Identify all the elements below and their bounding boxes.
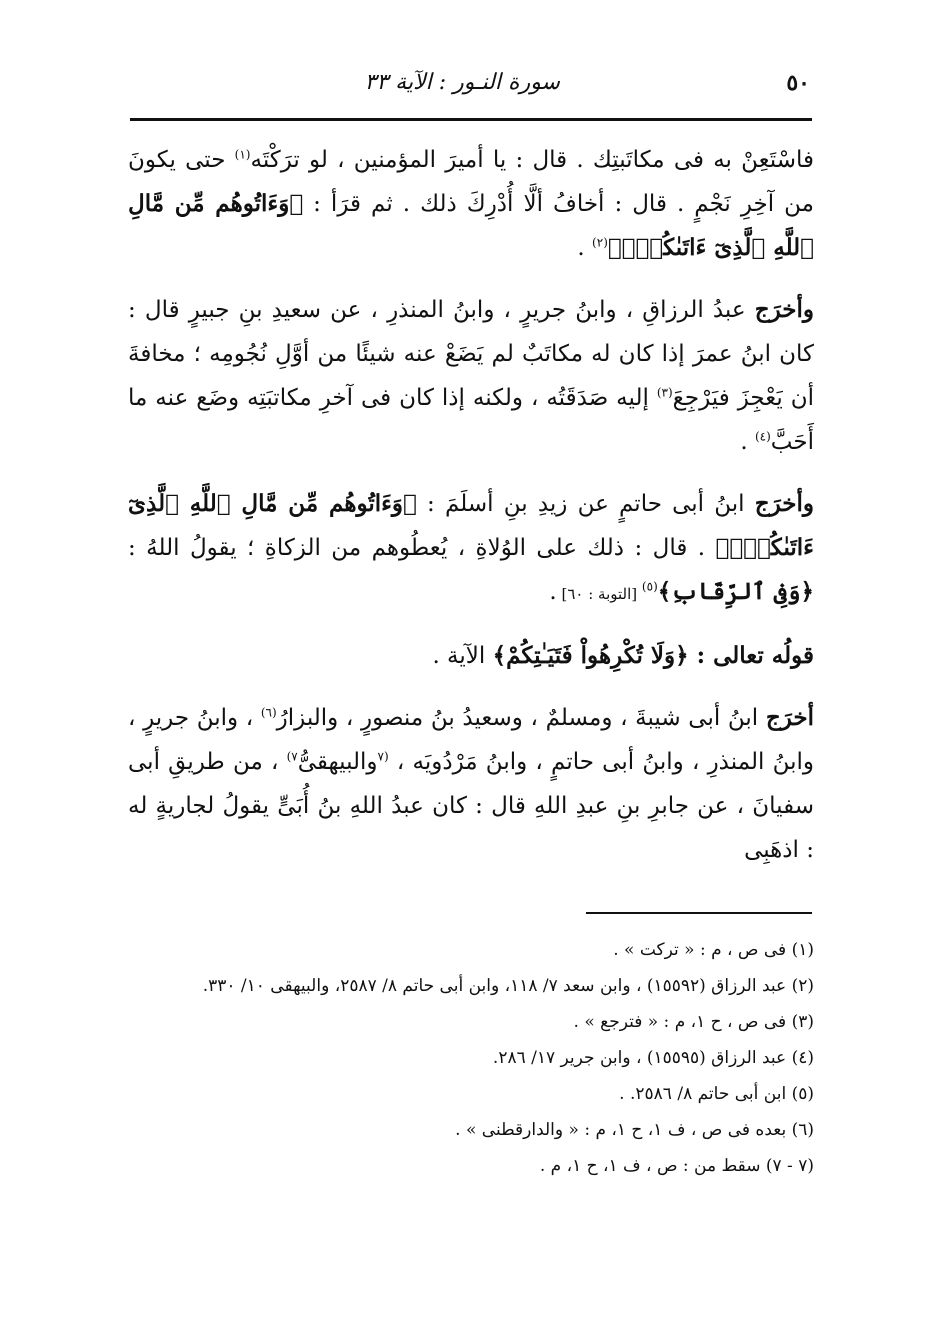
text-span: . <box>577 235 593 261</box>
text-span: ، من طريقِ أبى سفيانَ ، عن جابرِ بنِ عبدِ اللهِ قال : كان عبدُ اللهِ بنُ أُبَىٍّ يقولُ لجاريةٍ له : اذهَبِى <box>128 749 814 863</box>
footnote-marker: (٧ <box>377 749 389 764</box>
text-span: ، وابنُ جريرٍ ، وابنُ المنذرِ ، وابنُ أبى حاتمٍ ، وابنُ مَرْدُويَه ، <box>128 705 814 775</box>
quran-verse: ﴿وَفِى ٱلرِّقَابِ﴾ <box>657 578 814 605</box>
footnote-marker: (١) <box>234 147 251 162</box>
verse-reference: [التوبة : ٦٠] <box>556 585 642 603</box>
paragraph-3 <box>128 482 814 616</box>
running-title: سورة النـور : الآية ٣٣ <box>364 70 560 95</box>
text-span: . <box>549 579 557 605</box>
footnote-marker: (٢) <box>592 235 608 250</box>
text-span: والبيهقىُّ <box>297 749 378 775</box>
paragraph-5 <box>128 696 814 872</box>
footnote-marker: (٣) <box>656 385 673 400</box>
text-span: . <box>740 429 755 455</box>
paragraph-1 <box>128 138 814 270</box>
footnote-marker: ٧) <box>286 749 298 764</box>
text-span: ابنُ أبى شيبةَ ، ومسلمٌ ، وسعيدُ بنُ منصورٍ ، والبزارُ <box>276 705 766 731</box>
text-span: . قال : ذلك على الوُلاةِ ، يُعطُوهم من الزكاةِ ؛ يقولُ اللهُ : <box>128 535 716 561</box>
text-span: إليه صَدَقَتُه ، ولكنه إذا كان فى آخرِ مكاتبَتِه وضَع عنه ما أَحَبَّ <box>128 385 814 455</box>
page-header <box>130 66 810 106</box>
quran-verse: ﴿وَءَاتُوهُم مِّن مَّالِ ٱللَّهِ ٱلَّذِىٓ ءَاتَىٰكُمْۚ﴾ <box>128 190 814 261</box>
paragraph-lead: أخرَج <box>765 704 814 731</box>
main-text <box>128 138 814 890</box>
footnote: (٤) عبد الرزاق (١٥٥٩٥) ، وابن جرير ١٧/ ٢٨٦. <box>492 1048 814 1068</box>
paragraph-lead: وأخرَج <box>754 490 814 517</box>
paragraph-2 <box>128 288 814 464</box>
page-number: ٥٠ <box>786 70 810 96</box>
footnote: (٦) بعده فى ص ، ف ١، ح ١، م : « والدارقطنى » . <box>455 1120 814 1140</box>
footnote: (٣) فى ص ، ح ١، م : « فترجع » . <box>573 1012 814 1032</box>
text-span: ابنُ أبى حاتمٍ عن زيدِ بنِ أسلَمَ : <box>416 491 755 517</box>
section-heading-paragraph <box>128 634 814 678</box>
section-heading: قولُه تعالى : <box>688 642 814 669</box>
footnote: (١) فى ص ، م : « تركت » . <box>613 940 814 960</box>
footnote: (٢) عبد الرزاق (١٥٥٩٢) ، وابن سعد ٧/ ١١٨، وابن أبى حاتم ٨/ ٢٥٨٧، والبيهقى ١٠/ ٣٣٠. <box>202 976 814 996</box>
text-span: الآية . <box>432 643 493 669</box>
footnote: (٧ - ٧) سقط من : ص ، ف ١، ح ١، م . <box>539 1156 814 1176</box>
footnote: (٥) ابن أبى حاتم ٨/ ٢٥٨٦. . <box>619 1084 814 1104</box>
footnote-rule <box>586 912 812 914</box>
footnotes <box>128 932 814 1184</box>
text-span: عبدُ الرزاقِ ، وابنُ جريرٍ ، وابنُ المنذرِ ، عن سعيدِ بنِ جبيرٍ قال : كان ابنُ عمرَ إذا كان له مكاتَبٌ لم يَضَعْ عنه شيئًا من أوَّلِ نُجُومِه ؛ مخافةَ أن يَعْجِزَ فيَرْجِعَ <box>128 297 814 411</box>
quran-verse: ﴿وَلَا تُكْرِهُواْ فَتَيَـٰتِكُمْ﴾ <box>492 642 689 669</box>
text-span: حتى يكونَ من آخِرِ نَجْمٍ . قال : أخافُ ألَّا أُدْرِكَ ذلك . ثم قرَأ : <box>128 147 815 217</box>
header-rule <box>130 118 812 121</box>
text-span: فاسْتَعِنْ به فى مكاتَبتِك . قال : يا أميرَ المؤمنين ، لو ترَكْتَه <box>250 147 814 173</box>
footnote-marker: (٥) <box>641 579 658 594</box>
quran-verse: ﴿وَءَاتُوهُم مِّن مَّالِ ٱللَّهِ ٱلَّذِىٓ ءَاتَىٰكُمْۚ﴾ <box>128 490 814 561</box>
footnote-marker: (٦) <box>260 705 277 720</box>
footnote-marker: (٤) <box>754 429 771 444</box>
paragraph-lead: وأخرَج <box>754 296 814 323</box>
